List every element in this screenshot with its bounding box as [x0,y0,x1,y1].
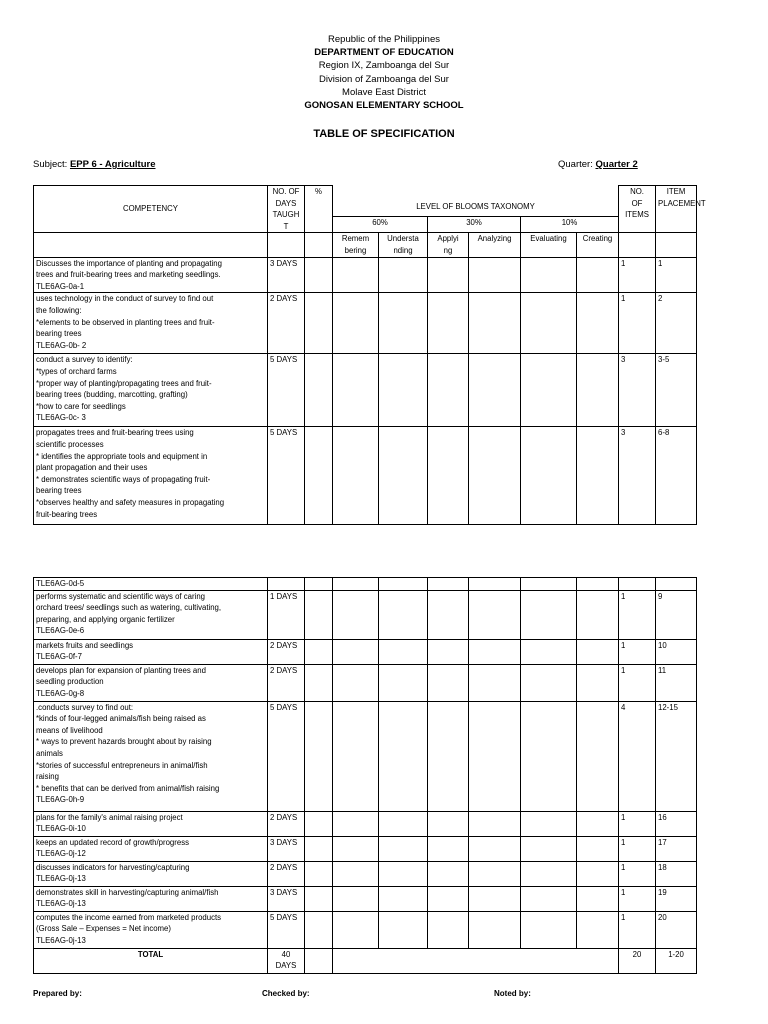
empty-cell [379,811,428,836]
empty-cell [469,578,521,591]
empty-cell [521,354,577,427]
remembering-header: Remem bering [333,233,379,257]
placement-cell: 1 [656,257,697,293]
empty-cell [333,590,379,639]
empty-cell [469,911,521,948]
district-line: Molave East District [342,86,426,98]
document-header [0,33,768,112]
empty-cell [379,911,428,948]
table-row [34,861,697,886]
document-title: TABLE OF SPECIFICATION [313,128,455,140]
percent-header: % [305,186,333,233]
table-row [34,590,697,639]
empty-cell [428,427,469,525]
checked-by-label: Checked by: [262,989,310,998]
blooms-spacer [333,186,619,201]
empty-cell [333,293,379,354]
table-row [34,293,697,354]
empty-cell [577,911,619,948]
empty-cell [379,836,428,861]
group-60-header: 60% [333,217,428,233]
empty-cell [333,701,379,811]
subject-field [33,159,156,170]
table-row [34,836,697,861]
empty-cell [521,293,577,354]
empty-cell [305,948,333,973]
empty-cell [521,664,577,701]
total-blooms-cell [333,948,619,973]
empty-cell [521,578,577,591]
empty-cell [305,639,333,664]
days-cell: 5 DAYS [268,427,305,525]
days-cell: 2 DAYS [268,861,305,886]
items-cell: 1 [619,639,656,664]
days-cell: 5 DAYS [268,911,305,948]
competency-cell: plans for the family's animal raising project TLE6AG-0i-10 [34,811,268,836]
empty-cell [521,590,577,639]
empty-cell [577,427,619,525]
empty-cell [428,886,469,911]
specification-table-page1 [33,185,706,525]
competency-header-cont [34,233,268,257]
empty-cell [428,639,469,664]
empty-cell [428,836,469,861]
items-cell: 1 [619,257,656,293]
empty-cell [469,354,521,427]
group-30-header: 30% [428,217,521,233]
empty-cell [379,861,428,886]
empty-cell [469,257,521,293]
total-row [34,948,697,973]
understanding-header: Understa nding [379,233,428,257]
table-row [34,811,697,836]
placement-header: ITEM PLACEMENT [656,186,697,233]
empty-cell [577,257,619,293]
empty-cell [333,639,379,664]
placement-cell: 6-8 [656,427,697,525]
days-header: NO. OF DAYS TAUGH T [268,186,305,233]
prepared-by-label: Prepared by: [33,989,82,998]
school-name: GONOSAN ELEMENTARY SCHOOL [304,100,464,112]
competency-cell: propagates trees and fruit-bearing trees using scientific processes * identifies the appropriate tools and equipment in plant propagation and their uses * demonstrates scientific ways of propagating fruit- bearing trees *observes healthy and safety measures in propagating fruit-bearing trees [34,427,268,525]
empty-cell [521,886,577,911]
noted-by-label: Noted by: [494,989,531,998]
empty-cell [379,578,428,591]
empty-cell [305,886,333,911]
items-cell: 1 [619,590,656,639]
competency-cell: develops plan for expansion of planting trees and seedling production TLE6AG-0g-8 [34,664,268,701]
table-row [34,427,697,525]
empty-cell [577,886,619,911]
department-line: DEPARTMENT OF EDUCATION [314,47,454,59]
competency-cell: uses technology in the conduct of survey to find out the following: *elements to be observed in planting trees and fruit- bearing trees TLE6AG-0b- 2 [34,293,268,354]
items-header: NO. OF ITEMS [619,186,656,233]
total-label: TOTAL [34,948,268,973]
days-cell: 3 DAYS [268,836,305,861]
items-cell: 1 [619,664,656,701]
total-days: 40 DAYS [268,948,305,973]
competency-cell: keeps an updated record of growth/progress TLE6AG-0j-12 [34,836,268,861]
days-header-cont [268,233,305,257]
days-cell: 2 DAYS [268,664,305,701]
table-row [34,664,697,701]
items-header-cont [619,233,656,257]
table-row [34,701,697,811]
empty-cell [379,293,428,354]
empty-cell [577,293,619,354]
total-placement: 1-20 [656,948,697,973]
empty-cell [428,578,469,591]
empty-cell [379,886,428,911]
empty-cell [577,639,619,664]
placement-cell: 9 [656,590,697,639]
empty-cell [333,811,379,836]
empty-cell [521,427,577,525]
placement-cell: 17 [656,836,697,861]
empty-cell [333,578,379,591]
items-cell: 1 [619,836,656,861]
empty-cell [577,354,619,427]
placement-cell [656,578,697,591]
empty-cell [469,427,521,525]
empty-cell [379,257,428,293]
days-cell: 5 DAYS [268,701,305,811]
quarter-value: Quarter 2 [595,159,638,170]
subject-label: Subject: [33,159,68,170]
competency-cell: computes the income earned from marketed products (Gross Sale – Expenses = Net income) TLE6AG-0j-13 [34,911,268,948]
group-10-header: 10% [521,217,619,233]
empty-cell [577,664,619,701]
days-cell: 5 DAYS [268,354,305,427]
days-cell: 3 DAYS [268,886,305,911]
quarter-label: Quarter: [558,159,593,170]
analyzing-header: Analyzing [469,233,521,257]
empty-cell [428,590,469,639]
competency-cell: Discusses the importance of planting and propagating trees and fruit-bearing trees and marketing seedlings. TLE6AG-0a-1 [34,257,268,293]
empty-cell [577,836,619,861]
empty-cell [333,664,379,701]
empty-cell [428,701,469,811]
competency-cell: discusses indicators for harvesting/capturing TLE6AG-0j-13 [34,861,268,886]
empty-cell [428,293,469,354]
placement-cell: 3-5 [656,354,697,427]
empty-cell [521,257,577,293]
days-cell: 3 DAYS [268,257,305,293]
competency-header: COMPETENCY [34,186,268,233]
empty-cell [469,861,521,886]
items-cell: 3 [619,354,656,427]
days-cell: 2 DAYS [268,293,305,354]
items-cell: 1 [619,886,656,911]
empty-cell [469,293,521,354]
empty-cell [577,811,619,836]
empty-cell [305,701,333,811]
table-row [34,886,697,911]
empty-cell [333,886,379,911]
competency-cell: demonstrates skill in harvesting/capturing animal/fish TLE6AG-0j-13 [34,886,268,911]
empty-cell [469,886,521,911]
empty-cell [428,354,469,427]
empty-cell [305,836,333,861]
empty-cell [379,701,428,811]
empty-cell [469,811,521,836]
table-row [34,257,697,293]
empty-cell [333,836,379,861]
table-row [34,911,697,948]
empty-cell [333,257,379,293]
competency-cell: markets fruits and seedlings TLE6AG-0f-7 [34,639,268,664]
empty-cell [305,590,333,639]
empty-cell [577,578,619,591]
competency-cell: conduct a survey to identify: *types of orchard farms *proper way of planting/propagating trees and fruit- bearing trees (budding, marcotting, grafting) *how to care for seedlings TLE6AG-0c- 3 [34,354,268,427]
evaluating-header: Evaluating [521,233,577,257]
items-cell: 1 [619,861,656,886]
region-line: Region IX, Zamboanga del Sur [318,60,450,72]
items-cell: 3 [619,427,656,525]
empty-cell [428,861,469,886]
total-items: 20 [619,948,656,973]
empty-cell [305,811,333,836]
placement-cell: 20 [656,911,697,948]
placement-header-cont [656,233,697,257]
placement-cell: 10 [656,639,697,664]
competency-cell: .conducts survey to find out: *kinds of four-legged animals/fish being raised as means of livelihood * ways to prevent hazards brought about by raising animals *stories of successful entrepreneurs in animal/fish raising * benefits that can be derived from animal/fish raising TLE6AG-0h-9 [34,701,268,811]
days-cell: 1 DAYS [268,590,305,639]
creating-header: Creating [577,233,619,257]
blooms-header: LEVEL OF BLOOMS TAXONOMY [333,201,619,217]
empty-cell [428,811,469,836]
empty-cell [333,861,379,886]
empty-cell [379,427,428,525]
empty-cell [521,836,577,861]
days-cell [268,578,305,591]
empty-cell [428,664,469,701]
republic-line: Republic of the Philippines [328,34,440,45]
items-cell: 1 [619,293,656,354]
table-row [34,578,697,591]
empty-cell [521,811,577,836]
empty-cell [305,664,333,701]
placement-cell: 19 [656,886,697,911]
items-cell [619,578,656,591]
placement-cell: 2 [656,293,697,354]
empty-cell [379,354,428,427]
percent-header-cont [305,233,333,257]
empty-cell [521,701,577,811]
empty-cell [333,354,379,427]
days-cell: 2 DAYS [268,811,305,836]
placement-cell: 18 [656,861,697,886]
empty-cell [428,911,469,948]
placement-cell: 16 [656,811,697,836]
empty-cell [305,293,333,354]
applying-header: Applyi ng [428,233,469,257]
empty-cell [469,701,521,811]
specification-table-page2 [33,577,697,974]
competency-cell: TLE6AG-0d-5 [34,578,268,591]
empty-cell [305,354,333,427]
empty-cell [305,257,333,293]
items-cell: 1 [619,911,656,948]
empty-cell [305,427,333,525]
empty-cell [379,664,428,701]
empty-cell [469,590,521,639]
quarter-field [558,159,638,170]
table-row [34,639,697,664]
table-row [34,354,697,427]
empty-cell [428,257,469,293]
placement-cell: 11 [656,664,697,701]
empty-cell [469,836,521,861]
empty-cell [577,701,619,811]
empty-cell [521,639,577,664]
empty-cell [333,911,379,948]
empty-cell [305,578,333,591]
competency-cell: performs systematic and scientific ways of caring orchard trees/ seedlings such as watering, cultivating, preparing, and applying organic fertilizer TLE6AG-0e-6 [34,590,268,639]
empty-cell [521,911,577,948]
empty-cell [305,911,333,948]
items-cell: 1 [619,811,656,836]
empty-cell [577,590,619,639]
empty-cell [305,861,333,886]
empty-cell [379,639,428,664]
placement-cell: 12-15 [656,701,697,811]
empty-cell [521,861,577,886]
days-cell: 2 DAYS [268,639,305,664]
items-cell: 4 [619,701,656,811]
empty-cell [577,861,619,886]
empty-cell [469,664,521,701]
empty-cell [333,427,379,525]
empty-cell [379,590,428,639]
subject-value: EPP 6 - Agriculture [69,159,156,170]
empty-cell [469,639,521,664]
division-line: Division of Zamboanga del Sur [319,73,449,85]
